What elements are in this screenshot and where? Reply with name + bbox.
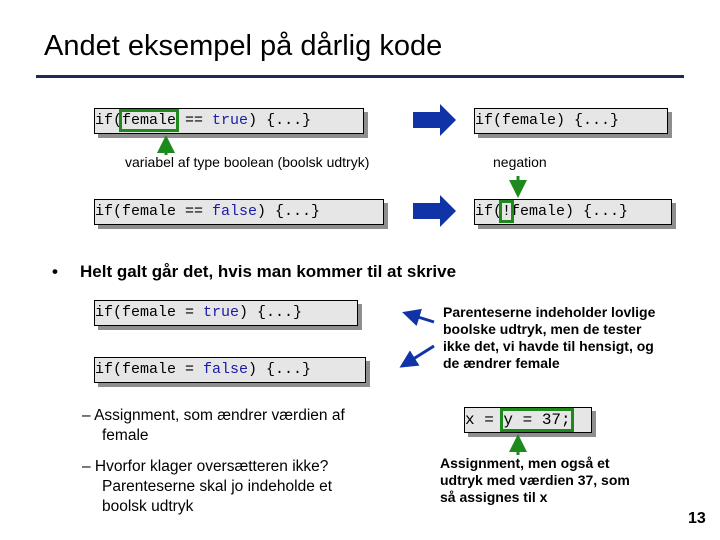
pointer-arrow-icon: [405, 313, 434, 322]
code-keyword: false: [203, 361, 249, 378]
bullet-text: Helt galt går det, hvis man kommer til at skrive: [80, 262, 457, 281]
note-negation: negation: [493, 154, 547, 170]
code-token: if(female) {...}: [475, 112, 620, 129]
code-token: ) {...}: [248, 361, 312, 378]
note-line: boolske udtryk, men de tester: [443, 321, 642, 337]
sub-item-line: boolsk udtryk: [102, 498, 194, 515]
code-token: ==: [176, 112, 213, 129]
code-keyword: false: [212, 203, 258, 220]
note-line: ikke det, vi havde til hensigt, og: [443, 338, 654, 354]
code-keyword: true: [212, 112, 249, 129]
highlighted-variable: female: [122, 112, 177, 129]
code-token: if(female =: [95, 304, 204, 321]
code-token: ) {...}: [248, 112, 312, 129]
page-title: Andet eksempel på dårlig kode: [44, 30, 443, 62]
highlighted-negation-operator: !: [502, 203, 512, 220]
arrow-right-icon: [413, 195, 456, 227]
code-token: x =: [465, 411, 504, 429]
code-token: ) {...}: [257, 203, 321, 220]
note-line: så assignes til x: [440, 489, 548, 505]
sub-item-line: Parenteserne skal jo indeholde et: [102, 478, 333, 495]
code-token: if(: [475, 203, 503, 220]
note-line: udtryk med værdien 37, som: [440, 472, 630, 488]
code-keyword: true: [203, 304, 240, 321]
pointer-arrow-icon: [402, 346, 434, 366]
note-line: Parenteserne indeholder lovlige: [443, 304, 656, 320]
arrow-right-icon: [413, 104, 456, 136]
sub-item-line: – Hvorfor klager oversætteren ikke?: [82, 458, 329, 475]
code-token: if(female =: [95, 361, 204, 378]
highlighted-assignment: y = 37;: [503, 411, 571, 429]
code-token: if(: [95, 112, 123, 129]
note-line: de ændrer female: [443, 355, 560, 371]
bullet-marker: •: [52, 262, 58, 281]
code-token: female) {...}: [511, 203, 629, 220]
sub-item-line: – Assignment, som ændrer værdien af: [82, 407, 345, 424]
sub-item-line: female: [102, 427, 149, 444]
note-boolean-variable: variabel af type boolean (boolsk udtryk): [125, 154, 370, 170]
code-token: if(female ==: [95, 203, 213, 220]
note-line: Assignment, men også et: [440, 455, 610, 471]
page-number: 13: [688, 510, 706, 527]
code-token: ) {...}: [239, 304, 303, 321]
